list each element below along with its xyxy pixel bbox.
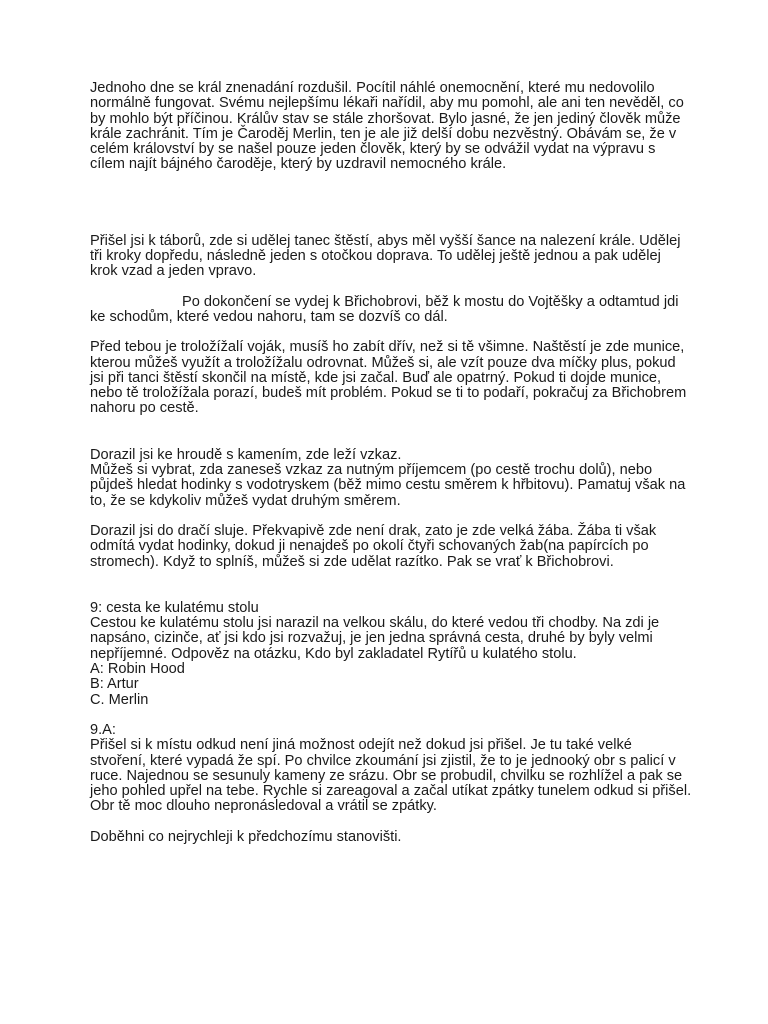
text-line: Jednoho dne se král znenadání rozdušil. Pocítil náhlé onemocnění, které mu nedovolilo [90,80,655,96]
spacer [90,280,690,295]
paragraph-dobehni [90,830,690,845]
document-page [90,81,690,845]
text-line: ruce. Najednou se sesunuly kameny ze srázu. Obr se probudil, chvilku se rozhlížel a pak se [90,767,683,784]
section-heading: 9: cesta ke kulatému stolu [90,599,259,616]
text-line: stvoření, které vypadá že spí. Po chvilce zkoumání jsi zjistil, že to je jednooký obr s palicí v [90,752,676,769]
text-line: odmítá vydat hodinky, dokud ji nenajdeš po okolí čtyři schovaných žab(na papírcích po [90,538,649,555]
text-line: Dorazil jsi do dračí sluje. Překvapivě zde není drak, zato je zde velká žába. Žába ti však [90,522,657,539]
paragraph-obr [90,723,690,815]
spacer [90,417,690,448]
text-line: Přišel si k místu odkud není jiná možnost odejít než dokud jsi přišel. Je tu také velké [90,737,632,754]
text-line: Cestou ke kulatému stolu jsi narazil na velkou skálu, do které vedou tři chodby. Na zdi je [90,615,660,632]
text-line: napsáno, cizinče, ať jsi kdo jsi rozvažuj, je jen jedna správná cesta, druhé by byly velmi [90,630,653,647]
section-heading: 9.A: [90,721,116,738]
text-line: to, že se kdykoliv můžeš vydat druhým směrem. [90,492,401,509]
text-line: Přišel jsi k táborů, zde si udělej tanec štěstí, abys měl vyšší šance na nalezení krále. Udělej [90,232,681,249]
text-line: Doběhni co nejrychleji k předchozímu stanovišti. [90,828,402,845]
spacer [90,173,690,234]
text-line: cílem najít bájného čaroděje, který by uzdravil nemocného krále. [90,156,507,173]
text-line: Po dokončení se vydej k Břichobrovi, běž k mostu do Vojtěšky a odtamtud jdi [182,293,679,310]
paragraph-vojak [90,340,690,416]
text-line: stromech). Když to splníš, můžeš si zde udělat razítko. Pak se vrať k Břichobrovi. [90,553,614,570]
answer-option-b: B: Artur [90,676,139,693]
paragraph-tabory [90,234,690,280]
paragraph-draci [90,524,690,570]
text-line: krále zachránit. Tím je Čaroděj Merlin, ten je ale již delší dobu nezvěstný. Obávám se, že v [90,125,677,142]
text-line: Před tebou je troložížalí voják, musíš ho zabít dřív, než si tě všimne. Naštěstí je zde munice, [90,339,685,356]
text-line: nepříjemné. Odpověz na otázku, Kdo byl zakladatel Rytířů u kulatého stolu. [90,645,577,662]
paragraph-brichobrovi [90,295,690,326]
spacer [90,570,690,601]
text-line: Obr tě moc dlouho nepronásledoval a vrátil se zpátky. [90,798,437,815]
answer-option-a: A: Robin Hood [90,661,185,678]
text-line: jsi při tanci štěstí skončil na místě, kde jsi začal. Buď ale opatrný. Pokud ti dojde munice, [90,369,662,386]
spacer [90,325,690,340]
text-line: nebo tě troložížala porazí, budeš mít problém. Pokud se ti to podaří, pokračuj za Břichobrem [90,385,687,402]
text-line: normálně fungovat. Svému nejlepšímu lékaři nařídil, aby mu pomohl, ale ani ten nevěděl, co [90,95,684,112]
spacer [90,815,690,830]
paragraph-hrouda [90,448,690,509]
text-line: jeho pohled upřel na tebe. Rychle si zareagoval a začal utíkat zpátky tunelem odkud si přišel. [90,783,692,800]
spacer [90,509,690,524]
paragraph-stul [90,601,690,708]
text-line: půjdeš hledat hodinky s vodotryskem (běž mimo cestu směrem k hřbitovu). Pamatuj však na [90,477,686,494]
text-line: celém království by se našel pouze jeden člověk, který by se odvážil vydat na výpravu s [90,141,656,158]
text-line: Dorazil jsi ke hroudě s kamením, zde leží vzkaz. [90,446,402,463]
text-line: nahoru po cestě. [90,400,199,417]
text-line: by mohlo být příčinou. Králův stav se stále zhoršovat. Bylo jasné, že jen jediný člověk může [90,110,681,127]
text-line: kterou můžeš využít a troložížalu odrovnat. Můžeš si, ale vzít pouze dva míčky plus, pokud [90,354,676,371]
text-line: krok vzad a jeden vpravo. [90,263,257,280]
spacer [90,708,690,723]
text-line: Můžeš si vybrat, zda zaneseš vzkaz za nutným příjemcem (po cestě trochu dolů), nebo [90,462,653,479]
text-line: ke schodům, které vedou nahoru, tam se dozvíš co dál. [90,308,448,325]
text-line: tři kroky dopředu, následně jeden s otočkou doprava. To udělej ještě jednou a pak udělej [90,248,661,265]
paragraph-intro [90,81,690,173]
answer-option-c: C. Merlin [90,691,149,708]
